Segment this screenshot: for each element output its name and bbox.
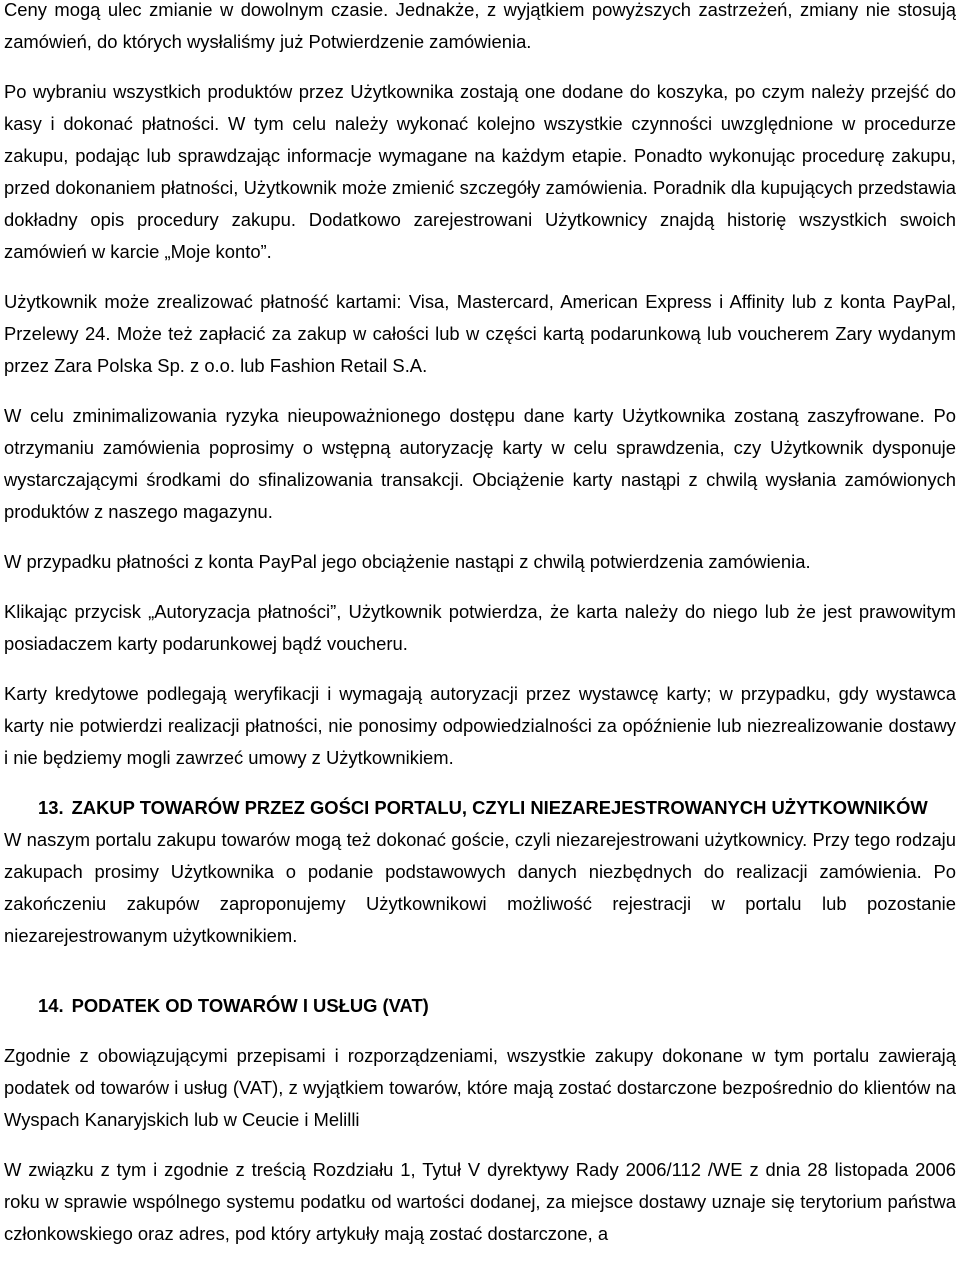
section-spacer [4, 970, 956, 990]
paragraph-paypal-charge: W przypadku płatności z konta PayPal jego obciążenie nastąpi z chwilą potwierdzenia zamówienia. [4, 551, 811, 572]
paragraph-card-encryption: W celu zminimalizowania ryzyka nieupoważnionego dostępu dane karty Użytkownika zostaną zaszyfrowane. Po otrzymaniu zamówienia poprosimy o wstępną autoryzację karty w celu sprawdzenia, czy Użytkownik dysponuje wystarczającymi środkami do sfinalizowania transakcji. Obciążenie karty nastąpi z chwilą wysłania zamówionych produktów z naszego magazynu. [4, 405, 956, 522]
paragraph-payment-methods: Użytkownik może zrealizować płatność kartami: Visa, Mastercard, American Express i Affinity lub z konta PayPal, Przelewy 24. Może też zapłacić za zakup w całości lub w części kartą podarunkową lub voucherem Zary wydanym przez Zara Polska Sp. z o.o. lub Fashion Retail S.A. [4, 291, 956, 376]
section-13-heading [4, 792, 956, 824]
section-13-number: 13. [38, 797, 64, 818]
section-14-number: 14. [38, 995, 64, 1016]
section-14-body-directive: W związku z tym i zgodnie z treścią Rozdziału 1, Tytuł V dyrektywy Rady 2006/112 /WE z dnia 28 listopada 2006 roku w sprawie wspólnego systemu podatku od wartości dodanej, za miejsce dostawy uznaje się terytorium państwa członkowskiego oraz adres, pod który artykuły mają zostać dostarczone, a [4, 1159, 956, 1244]
paragraph-checkout-procedure: Po wybraniu wszystkich produktów przez Użytkownika zostają one dodane do koszyka, po czym należy przejść do kasy i dokonać płatności. W tym celu należy wykonać kolejno wszystkie czynności uwzględnione w procedurze zakupu, podając lub sprawdzając informacje wymagane na każdym etapie. Ponadto wykonując procedurę zakupu, przed dokonaniem płatności, Użytkownik może zmienić szczegóły zamówienia. Poradnik dla kupujących przedstawia dokładny opis procedury zakupu. Dodatkowo zarejestrowani Użytkownicy znajdą historię wszystkich swoich zamówień w karcie „Moje konto”. [4, 81, 956, 262]
section-14-title: PODATEK OD TOWARÓW I USŁUG (VAT) [71, 995, 429, 1016]
section-14-body-vat: Zgodnie z obowiązującymi przepisami i rozporządzeniami, wszystkie zakupy dokonane w tym portalu zawierają podatek od towarów i usług (VAT), z wyjątkiem towarów, które mają zostać dostarczone bezpośrednio do klientów na Wyspach Kanaryjskich lub w Ceucie i Melilli [4, 1045, 956, 1130]
paragraph-credit-card-verification: Karty kredytowe podlegają weryfikacji i wymagają autoryzacji przez wystawcę karty; w przypadku, gdy wystawca karty nie potwierdzi realizacji płatności, nie ponosimy odpowiedzialności za opóźnienie lub niezrealizowanie dostawy i nie będziemy mogli zawrzeć umowy z Użytkownikiem. [4, 683, 956, 768]
section-14-heading [4, 990, 956, 1022]
paragraph-payment-authorization: Klikając przycisk „Autoryzacja płatności”, Użytkownik potwierdza, że karta należy do niego lub że jest prawowitym posiadaczem karty podarunkowej bądź voucheru. [4, 601, 956, 654]
paragraph-price-changes: Ceny mogą ulec zmianie w dowolnym czasie. Jednakże, z wyjątkiem powyższych zastrzeżeń, zmiany nie stosują zamówień, do których wysłaliśmy już Potwierdzenie zamówienia. [4, 0, 956, 52]
section-13-body: W naszym portalu zakupu towarów mogą też dokonać goście, czyli niezarejestrowani użytkownicy. Przy tego rodzaju zakupach prosimy Użytkownika o podanie podstawowych danych niezbędnych do realizacji zamówienia. Po zakończeniu zakupów zaproponujemy Użytkownikowi możliwość rejestracji w portalu lub pozostanie niezarejestrowanym użytkownikiem. [4, 829, 956, 946]
section-13-title: ZAKUP TOWARÓW PRZEZ GOŚCI PORTALU, CZYLI NIEZAREJESTROWANYCH UŻYTKOWNIKÓW [71, 797, 928, 818]
heading-spacer [4, 1022, 956, 1040]
document-page [4, 0, 956, 1250]
